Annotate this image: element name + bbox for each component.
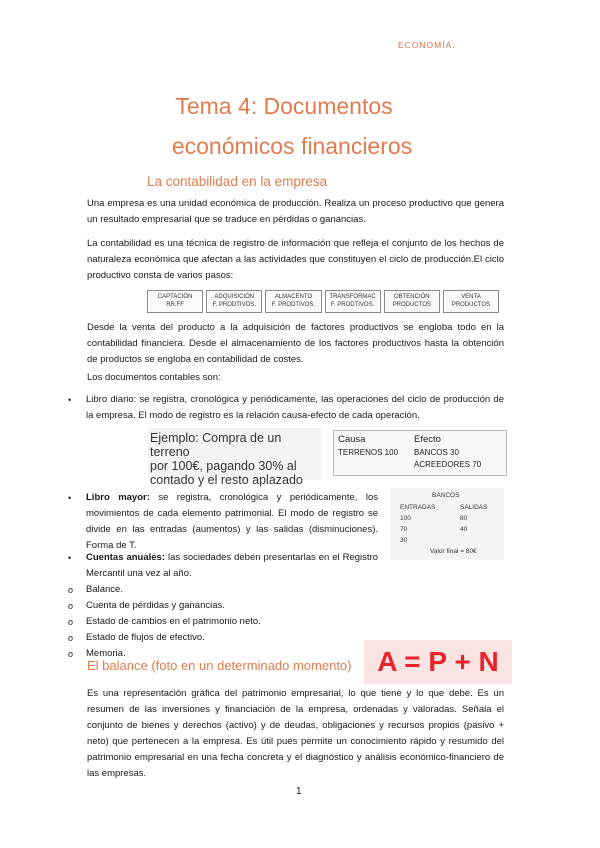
step-box: ALMACENTO F. PRODTIVOS. [265,290,321,313]
step-box: ADQUISICIÓN F. PRODTIVOS. [206,290,262,313]
step-box: TRANSFORMAC F. PRODTIVOS. [325,290,381,313]
paragraph-contabilidad-financiera: Desde la venta del producto a la adquisición de factores productivos se engloba todo en la contabilidad financiera. Desde el almacenamiento de los factores productivos hasta la obtención de productos se engloba en contabilidad de costes. [87,322,504,365]
entrada-value: 30 [400,537,408,544]
entradas-label: ENTRADAS [400,504,436,511]
salidas-label: SALIDAS [460,504,488,511]
page-title-line2: económicos financieros [171,133,413,159]
production-cycle-steps [147,290,499,313]
efecto-header: Efecto [414,434,441,445]
efecto-value-2: ACREEDORES 70 [414,460,482,469]
final-value: Valor final = 80€ [430,548,477,555]
paragraph-contabilidad: La contabilidad es una técnica de registro de información que refleja el conjunto de los hechos de naturaleza económica que afectan a las actividades que constituyen el ciclo de producción.El ciclo productivo consta de varios pasos: [87,238,504,281]
bullet-icon: • [68,395,72,405]
bullet-icon: • [68,493,72,503]
page-number: 1 [296,786,302,797]
causa-header: Causa [338,434,366,445]
example-image: Ejemplo: Compra de un terreno por 100€, pagando 30% al contado y el resto aplazado [148,428,321,480]
circle-bullet-icon: o [68,601,74,611]
circle-bullet-icon: o [68,633,74,643]
salida-value: 80 [460,515,468,522]
entrada-value: 100 [400,515,411,522]
efecto-value-1: BANCOS 30 [414,448,459,457]
page-title-line1: Tema 4: Documentos [175,93,393,119]
entrada-value: 70 [400,526,408,533]
salida-value: 40 [460,526,468,533]
bullet-icon: • [68,553,72,563]
paragraph-balance: Es una representación gráfica del patrimonio empresarial, lo que tiene y lo que debe. Es un resumen de las inversiones y financiación de la empresa, ordenadas y valoradas. Señala el conjunto de bienes y derechos (activo) y de deudas, obligaciones y recursos propios (pasivo + neto) que pertenecen a la empresa. Es útil pues permite un conocimiento rápido y resumido del patrimonio empresarial en una fecha concreta y el diagnóstico y análisis económico-financiero de las empresas. [87,688,504,779]
t-account-bancos [390,488,504,560]
paragraph-empresa: Una empresa es una unidad económica de producción. Realiza un proceso productivo que genera un resultado empresarial que se traduce en pérdidas o ganancias. [87,198,504,225]
circle-bullet-icon: o [68,649,74,659]
t-account-title: BANCOS [432,492,460,499]
header-tag: ECONOMÍA. [398,40,456,50]
causa-efecto-table [333,430,507,476]
step-box: VENTA PRODUCTOS [443,290,499,313]
circle-bullet-icon: o [68,585,74,595]
paragraph-documentos: Los documentos contables son: [87,372,221,383]
causa-value: TERRENOS 100 [338,448,399,457]
step-box: CAPTACIÓN RR.FF [147,290,203,313]
circle-bullet-icon: o [68,617,74,627]
balance-heading: El balance (foto en un determinado momento) [87,658,352,673]
balance-formula: A = P + N [364,640,512,684]
step-box: OBTENCIÓN PRODUCTOS [384,290,440,313]
section-heading: La contabilidad en la empresa [147,174,328,189]
